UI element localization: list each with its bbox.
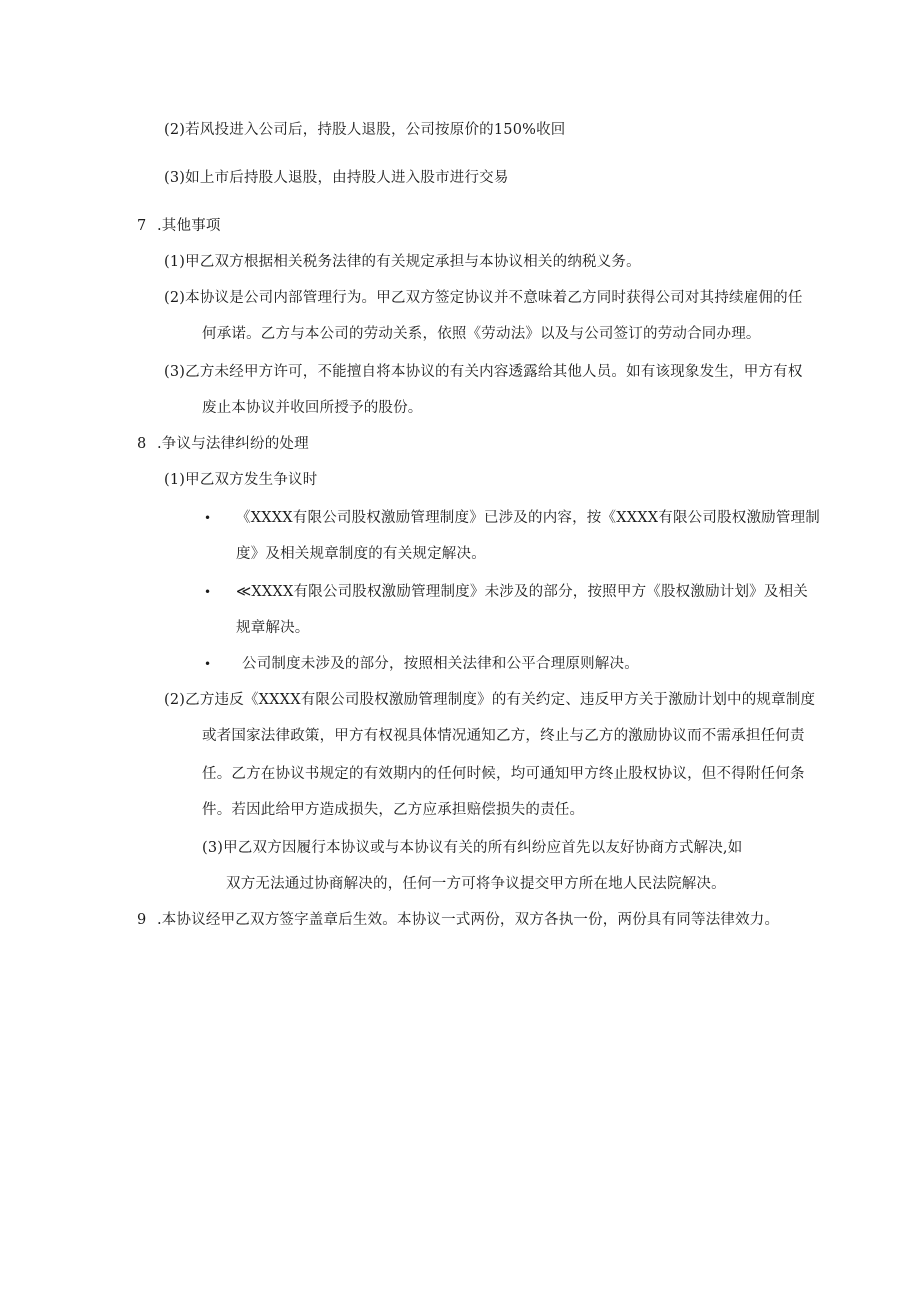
bullet-2-line2: 规章解决。	[236, 620, 310, 636]
bullet-3-line1: 公司制度未涉及的部分，按照相关法律和公平合理原则解决。	[242, 656, 639, 672]
bullet-2-line1: ≪XXXX有限公司股权激励管理制度》未涉及的部分，按照甲方《股权激励计划》及相关	[236, 584, 808, 600]
bullet-1-line2: 度》及相关规章制度的有关规定解决。	[236, 546, 486, 562]
sec7-item3-line1: (3)乙方未经甲方许可，不能擅自将本协议的有关内容透露给其他人员。如有该现象发生，甲方有权	[164, 364, 803, 380]
sec8-item2-line4: 件。若因此给甲方造成损失，乙方应承担赔偿损失的责任。	[202, 802, 585, 818]
bullet-1-dot: •	[204, 511, 212, 525]
sec7-item3-line2: 废止本协议并收回所授予的股份。	[202, 400, 423, 416]
sec7-number: 7	[137, 218, 147, 234]
sec8-item2-line1: (2)乙方违反《XXXX有限公司股权激励管理制度》的有关约定、违反甲方关于激励计划中的规章制度	[164, 692, 816, 708]
sec8-number: 8	[137, 436, 147, 452]
sec9-number: 9	[137, 912, 147, 928]
sec8-item3-line1: (3)甲乙双方因履行本协议或与本协议有关的所有纠纷应首先以友好协商方式解决,如	[202, 840, 743, 856]
sec8-item3-line2: 双方无法通过协商解决的，任何一方可将争议提交甲方所在地人民法院解决。	[226, 876, 726, 892]
sec7-item1: (1)甲乙双方根据相关税务法律的有关规定承担与本协议相关的纳税义务。	[164, 254, 641, 270]
sec7-item2-line2: 何承诺。乙方与本公司的劳动关系，依照《劳动法》以及与公司签订的劳动合同办理。	[202, 326, 761, 342]
sec7-item2-line1: (2)本协议是公司内部管理行为。甲乙双方签定协议并不意味着乙方同时获得公司对其持续雇佣的任	[164, 290, 803, 306]
sec6-item3: (3)如上市后持股人退股，由持股人进入股市进行交易	[164, 170, 509, 186]
sec7-heading: .其他事项	[157, 218, 221, 234]
bullet-1-line1: 《XXXX有限公司股权激励管理制度》已涉及的内容，按《XXXX有限公司股权激励管理制	[236, 510, 820, 526]
sec8-heading: .争议与法律纠纷的处理	[157, 436, 309, 452]
sec9-text: .本协议经甲乙双方签字盖章后生效。本协议一式两份，双方各执一份，两份具有同等法律效力。	[157, 912, 780, 928]
bullet-3-dot: •	[204, 657, 212, 671]
sec6-item2: (2)若风投进入公司后，持股人退股，公司按原价的150%收回	[164, 122, 566, 138]
sec8-item2-line2: 或者国家法律政策，甲方有权视具体情况通知乙方，终止与乙方的激励协议而不需承担任何责	[202, 728, 805, 744]
sec8-item1: (1)甲乙双方发生争议时	[164, 472, 318, 488]
sec8-item2-line3: 任。乙方在协议书规定的有效期内的任何时候，均可通知甲方终止股权协议，但不得附任何条	[202, 766, 805, 782]
bullet-2-dot: •	[204, 585, 212, 599]
